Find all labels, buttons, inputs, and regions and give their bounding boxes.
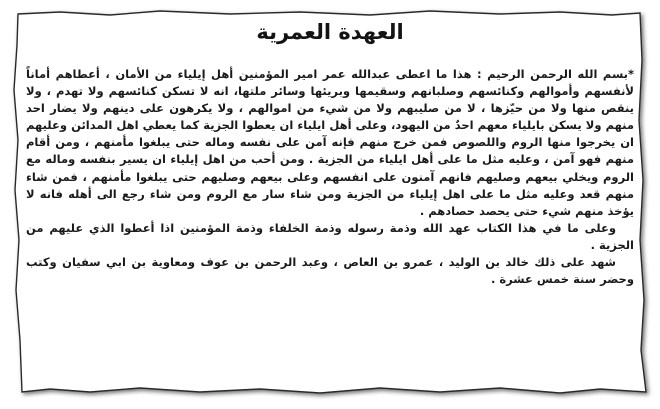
paragraph-guarantee: وعلى ما في هذا الكتاب عهد الله وذمة رسوله وذمة الخلفاء وذمة المؤمنين اذا أعطوا الذي عليهم من الجزية . (26, 220, 634, 252)
document-title: العهدة العمرية (256, 20, 404, 44)
paragraph-covenant-text: *بسم الله الرحمن الرحيم : هذا ما اعطى عبدالله عمر امير المؤمنين أهل إيلياء من الأمان ، أعطاهم أماناً لأنفسهم وأموالهم وكنائسهم وصلبانهم وسقيمها وبريئها وسائر ملتها، انه لا تسكن كنائسهم ولا تهدم ، ولا ينقص منها ولا من حيّزها ، لا من صليبهم ولا من شيء من اموالهم ، ولا يكرهون على دينهم ولا يضار احد منهم ولا يسكن بايلياء معهم احدٌ من اليهود، وعلى أهل ايلياء ان يعطوا الجزية كما يعطي اهل المدائن وعليهم ان يخرجوا منها الروم واللصوص فمن خرج منهم فإنه آمن على نفسه وماله حتى يبلغوا مأمنهم ، ومن أقام منهم فهو آمن ، وعليه مثل ما على أهل ايلياء من الجزية . ومن أحب من اهل إيلياء ان يسير بنفسه وماله مع الروم ويخلي بيعهم وصليهم فانهم آمنون على انفسهم وعلى بيعهم وصليهم حتى يبلغوا مأمنهم ، فمن شاء منهم قعد وعليه مثل ما على اهل إيلياء من الجزية ومن شاء سار مع الروم ومن شاء رجع الى أهله فانه لا يؤخذ منهم شيء حتى يحصد حصادهم . (26, 67, 634, 218)
paragraph-witnesses: شهد على ذلك خالد بن الوليد ، عمرو بن العاص ، وعبد الرحمن بن عوف ومعاوية بن ابي سفيان وكتب وحضر سنة خمس عشرة . (26, 255, 634, 287)
document-body (26, 66, 634, 288)
